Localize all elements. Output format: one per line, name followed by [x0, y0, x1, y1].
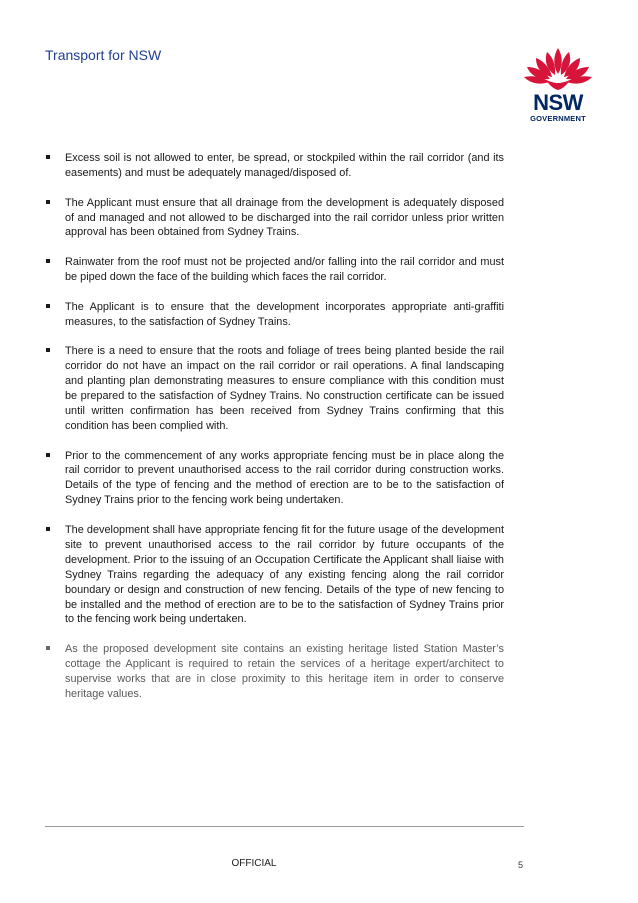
nsw-government-logo [520, 44, 596, 124]
footer-divider [45, 826, 524, 827]
logo-nsw-wordmark: NSW [533, 90, 583, 115]
list-item-text: Prior to the commencement of any works appropriate fencing must be in place along the rail corridor to prevent unauthorised access to the rail corridor during construction works. Details of the type of fencing and the method of erection are to be to the satisfaction of Sydney Trains prior to the fencing work being undertaken. [65, 449, 504, 507]
bullet-square-icon [46, 646, 50, 650]
security-classification: OFFICIAL [231, 858, 277, 869]
list-item [44, 523, 504, 627]
bullet-square-icon [46, 527, 50, 531]
page-number: 5 [518, 860, 524, 870]
list-item [44, 642, 504, 702]
list-item [44, 151, 504, 181]
bullet-square-icon [46, 453, 50, 457]
list-item [44, 196, 504, 241]
list-item-text: The development shall have appropriate fencing fit for the future usage of the development site to prevent unauthorised access to the rail corridor by future occupants of the development. Prior to the issuing of an Occupation Certificate the Applicant shall liaise with Sydney Trains regarding the adequacy of any existing fencing along the rail corridor boundary or design and construction of new fencing. Details of the type of new fencing to be installed and the method of erection are to be to the satisfaction of Sydney Trains prior to the fencing work being undertaken. [65, 524, 504, 626]
list-item [44, 300, 504, 330]
list-item-text: The Applicant must ensure that all drainage from the development is adequately disposed of and managed and not allowed to be discharged into the rail corridor unless prior written approval has been obtained from Sydney Trains. [65, 196, 504, 239]
bullet-square-icon [46, 304, 50, 308]
list-item [44, 344, 504, 433]
list-item-text: Excess soil is not allowed to enter, be spread, or stockpiled within the rail corridor (and its easements) and must be adequately managed/disposed of. [65, 152, 504, 179]
waratah-icon [520, 44, 596, 94]
bullet-square-icon [46, 155, 50, 159]
list-item [44, 449, 504, 509]
list-item-text: There is a need to ensure that the roots and foliage of trees being planted beside the rail corridor do not have an impact on the rail corridor or rail operations. A final landscaping and planting plan demonstrating measures to ensure compliance with this condition must be prepared to the satisfaction of Sydney Trains. No construction certificate can be issued until written confirmation has been received from Sydney Trains confirming that this condition has been complied with. [65, 345, 504, 432]
list-item-text: As the proposed development site contains an existing heritage listed Station Master’s cottage the Applicant is required to retain the services of a heritage expert/architect to supervise works that are in close proximity to this heritage item in order to conserve heritage values. [65, 643, 504, 700]
list-item [44, 255, 504, 285]
bullet-square-icon [46, 259, 50, 263]
list-item-text: The Applicant is to ensure that the development incorporates appropriate anti-graffiti measures, to the satisfaction of Sydney Trains. [65, 300, 504, 328]
page-header-title: Transport for NSW [45, 47, 162, 63]
conditions-list [44, 151, 504, 717]
list-item-text: Rainwater from the roof must not be projected and/or falling into the rail corridor and must be piped down the face of the building which faces the rail corridor. [65, 256, 504, 284]
logo-government-label: GOVERNMENT [530, 114, 586, 123]
bullet-square-icon [46, 348, 50, 352]
bullet-square-icon [46, 200, 50, 204]
